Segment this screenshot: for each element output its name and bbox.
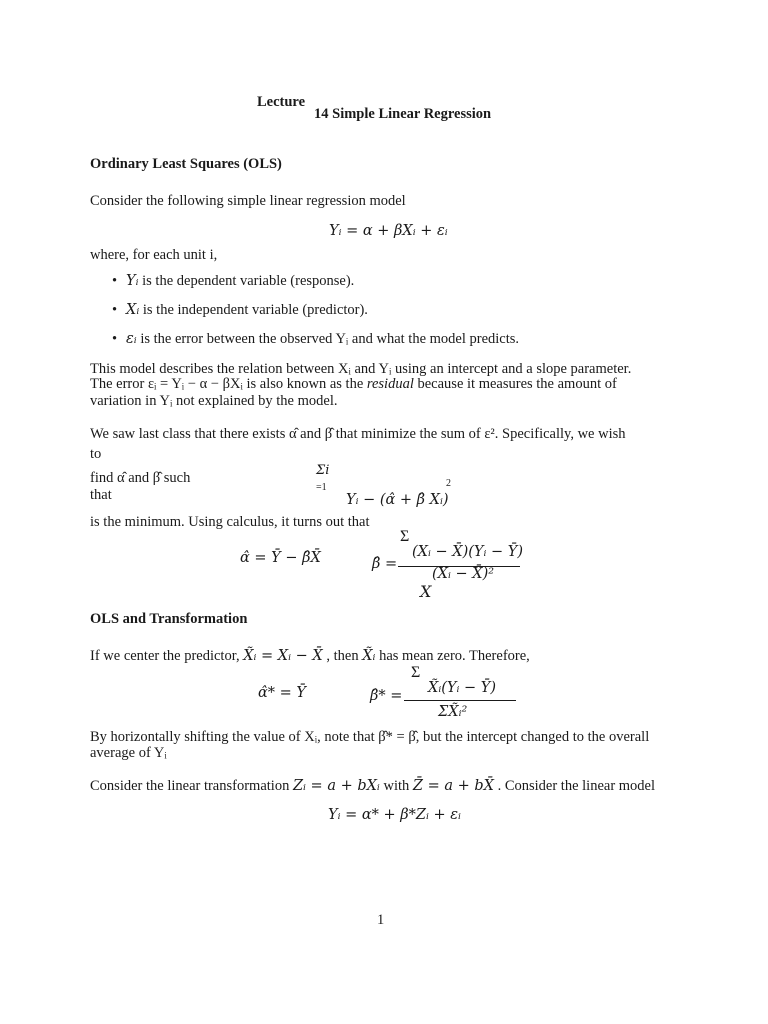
bullet-item-3 — [126, 331, 519, 348]
residual-term: residual — [366, 376, 414, 392]
alpha-star-formula: α̂* = Ȳ — [258, 685, 306, 701]
para2-line2: to — [90, 446, 102, 462]
beta-hat-numerator: (Xᵢ − X̄)(Yᵢ − Ȳ) — [412, 544, 523, 560]
linear-transformation-line — [90, 778, 655, 795]
linear-text-b: with — [383, 778, 410, 794]
bullet-item-1 — [126, 273, 354, 290]
bullet-text: is the dependent variable (response). — [142, 273, 355, 289]
beta-star-denominator: ΣX̃ᵢ² — [438, 704, 468, 720]
beta-hat-denominator-var: X — [420, 582, 432, 601]
linear-expression-b: Z̄ = a + bX̄ — [412, 778, 494, 794]
bullet-symbol: Yᵢ — [126, 273, 139, 289]
bullet-symbol: εᵢ — [126, 331, 137, 347]
center-text-c: has mean zero. Therefore, — [379, 648, 530, 664]
beta-star-fraction-bar — [404, 700, 516, 701]
beta-star-numerator: X̃ᵢ(Yᵢ − Ȳ) — [428, 680, 496, 696]
linear-expression-a: Zᵢ = a + bXᵢ — [292, 778, 380, 794]
where-text: where, for each unit i, — [90, 247, 218, 263]
bullet-list-item: • — [112, 302, 118, 318]
bullet-list-item: • — [112, 273, 118, 289]
intro-text: Consider the following simple linear regression model — [90, 193, 406, 209]
para1-line1: This model describes the relation between Xᵢ and Yᵢ using an intercept and a slope parameter. — [90, 361, 632, 377]
alpha-hat-formula: α̂ = Ȳ − β̂X̄ — [240, 550, 321, 566]
para1-line2 — [90, 376, 617, 393]
para1-line2-b: because it measures the amount of — [417, 376, 617, 392]
section-heading-transformation: OLS and Transformation — [90, 611, 248, 627]
beta-star-sigma: Σ — [411, 664, 421, 681]
linear-text-c: . Consider the linear model — [497, 778, 656, 794]
bullet-symbol: Xᵢ — [126, 302, 140, 318]
shift-line2: average of Yᵢ — [90, 745, 167, 761]
para2-line1: We saw last class that there exists α̂ and β̂ that minimize the sum of ε². Specifically, we wish — [90, 426, 626, 442]
bullet-text: is the independent variable (predictor). — [142, 302, 368, 318]
centered-variable: X̃ᵢ — [362, 648, 376, 664]
center-line — [90, 648, 530, 665]
sum-expression: Yᵢ − (α̂ + β̂ Xᵢ) — [346, 492, 449, 508]
model-equation: Yᵢ = α + βXᵢ + εᵢ — [329, 223, 448, 239]
bullet-text: is the error between the observed Yᵢ and what the model predicts. — [140, 331, 520, 347]
para1-line2-a: The error εᵢ = Yᵢ − α − βXᵢ is also known as the — [90, 376, 364, 392]
center-text-a: If we center the predictor, — [90, 648, 240, 664]
sum-exponent: 2 — [446, 478, 451, 489]
center-expression: X̃ᵢ = Xᵢ − X̄ — [243, 648, 323, 664]
title-lecture: Lecture — [257, 94, 306, 110]
beta-hat-label: β̂ = — [372, 556, 398, 572]
bullet-list-item: • — [112, 331, 118, 347]
title-topic: 14 Simple Linear Regression — [314, 106, 492, 122]
model2-equation: Yᵢ = α* + β*Zᵢ + εᵢ — [328, 807, 461, 823]
beta-hat-denominator: (Xᵢ − X̄)² — [432, 566, 495, 582]
bullet-item-2 — [126, 302, 368, 319]
center-text-b: , then — [326, 648, 359, 664]
page-number: 1 — [377, 912, 385, 928]
calculus-text: is the minimum. Using calculus, it turns out that — [90, 514, 370, 530]
section-heading-ols: Ordinary Least Squares (OLS) — [90, 156, 282, 172]
that-text: that — [90, 487, 112, 503]
sum-sigma-top: Σi — [316, 463, 330, 478]
find-text: find α̂ and β̂ such — [90, 470, 191, 486]
sum-sigma-bottom: =1 — [316, 482, 327, 493]
beta-hat-sigma: Σ — [400, 528, 410, 545]
para1-line3: variation in Yᵢ not explained by the model. — [90, 393, 338, 409]
linear-text-a: Consider the linear transformation — [90, 778, 290, 794]
beta-star-label: β̂* = — [370, 688, 403, 704]
shift-line1: By horizontally shifting the value of Xᵢ, note that β̂* = β̂, but the intercept changed to the overall — [90, 729, 650, 745]
